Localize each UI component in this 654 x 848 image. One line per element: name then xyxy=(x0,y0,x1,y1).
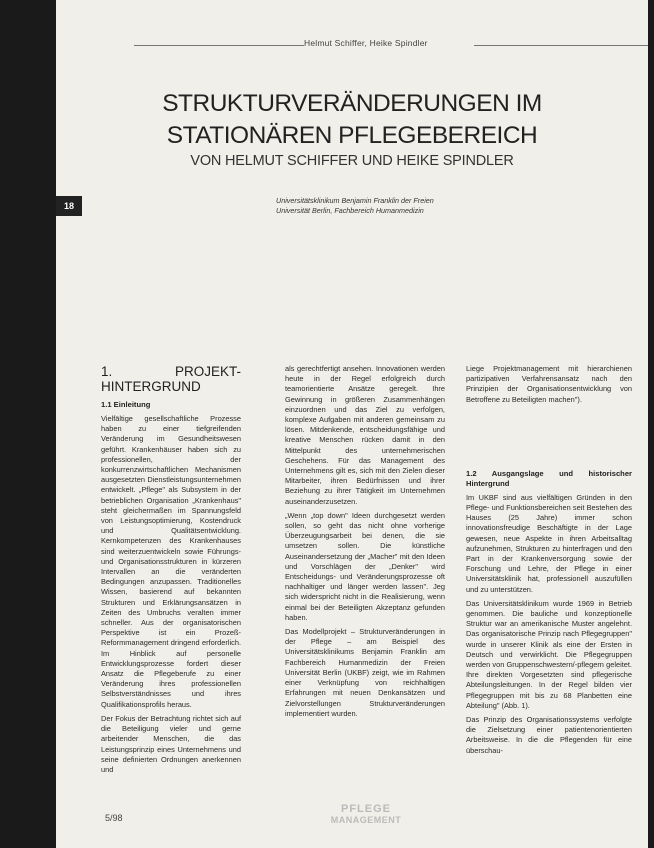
article-title-line2: STATIONÄREN PFLEGEBEREICH xyxy=(166,122,538,149)
magazine-page xyxy=(56,0,648,848)
paragraph: Der Fokus der Betrachtung richtet sich auf die Beteiligung vieler und gerne arbeitender Menschen, die das Leistungsprinzip eines Unternehmens und seine definierten Ordnungen anerkennen und xyxy=(101,713,241,774)
running-head: Helmut Schiffer, Heike Spindler xyxy=(304,38,428,48)
paragraph: Vielfältige gesellschaftliche Prozesse haben zu einer tiefgreifenden Veränderung im Gesundheitswesen geführt. Krankenhäuser haben sich zu professionellen, der konkurrenzwirtschaftlichen Mechanismen ausgesetzten Dienstleistungsunternehmen entwickelt. „Pflege" als Subsystem in der betrieblichen Organisation „Krankenhaus" steht gleichermaßen im Spannungsfeld von Leistungsoptimierung, Kostendruck und Qualitätsentwicklung. Kernkompetenzen des Krankenhauses sind weiterzuentwickeln sowie Führungs- und Organisationsstrukturen in kürzeren Intervallen an die veränderten Bedingungen anzupassen. Traditionelles Wissen, basierend auf bekannten Strukturen und Erklärungsansätzen in Zeiten des Umbruchs veralten immer schneller. Aus der organisatorischen Perspektive ist ein Prozeß-Reformmanagement dringend erforderlich. Im Hinblick auf personelle Entwicklungsprozesse fordert dieser Ansatz die Pflegeberufe zu einer Veränderung ihres professionellen Selbstverständnisses und ihres Qualifikationsprofils heraus. xyxy=(101,414,241,709)
column-2 xyxy=(285,364,445,723)
magazine-logo xyxy=(311,804,421,826)
paragraph: Das Prinzip des Organisationssystems verfolgte die Zielsetzung einer patientenorientierten Arbeitsweise. In die die Pflegenden für eine überschau- xyxy=(466,715,632,755)
paragraph: Liege Projektmanagement mit hierarchienen partizipativen Verfahrensansatz nach den Prinzipien der Organisationsentwicklung von Betroffene zu Beteiligten machen"). xyxy=(466,364,632,404)
subsection-heading: 1.2 Ausgangslage und historischer Hintergrund xyxy=(466,468,632,488)
column-1 xyxy=(101,364,241,779)
column-3 xyxy=(466,364,632,760)
article-byline: VON HELMUT SCHIFFER UND HEIKE SPINDLER xyxy=(190,153,514,169)
header-rule-right xyxy=(474,45,648,46)
paragraph: als gerechtfertigt ansehen. Innovationen werden heute in der Regel erfolgreich durch teamorientierte Ansätze geregelt. Ihre Gewinnung in größeren Zusammenhängen einzuordnen und das Ziel zu verfolgen, komplexe Aufgaben mit anderen gemeinsam zu lösen. Mitdenkende, entscheidungsfähige und kreative Menschen rücken damit in den Mittelpunkt des unternehmerischen Geschehens. Für das Management des Unternehmens gilt es, sich mit den Zielen dieser Mitarbeiter, ihren Bedürfnissen und ihrer Beziehung zu ihrer Tätigkeit im Unternehmen auseinanderzusetzen. xyxy=(285,364,445,506)
logo-line-2: MANAGEMENT xyxy=(330,815,402,825)
paragraph: Das Modellprojekt – Strukturveränderungen in der Pflege – am Beispiel des Universitätsklinikums Benjamin Franklin am Fachbereich Humanmedizin der Freien Universität Berlin (UKBF) zeigt, wie im Rahmen einer Verknüpfung von reichhaltigen Erfahrungen mit neuen Denkansätzen und Zielvorstellungen Strukturveränderungen implementiert wurden. xyxy=(285,627,445,718)
article-title-line1: STRUKTURVERÄNDERUNGEN IM xyxy=(162,90,542,117)
issue-number: 5/98 xyxy=(105,813,123,823)
section-heading: 1. PROJEKT-HINTERGRUND xyxy=(101,364,241,394)
subsection-heading: 1.1 Einleitung xyxy=(101,400,151,409)
paragraph: Im UKBF sind aus vielfältigen Gründen in den Pflege- und Funktionsbereichen seit Bestehen des Hauses (25 Jahre) immer schon innovationsfreudige Beschäftigte in der Lage gewesen, neue Aspekte in ihren Arbeitsalltag aufzunehmen, Strukturen zu hinterfragen und den Part in der Krankenversorgung sowie der Forschung und Lehre, der Pflege in einer Universitätsklinik hat, professionell auszufüllen und zu unterstützen. xyxy=(466,492,632,594)
paragraph: Das Universitätsklinikum wurde 1969 in Betrieb genommen. Die bauliche und konzeptionelle Struktur war an amerikanische Muster angelehnt. Das organisatorische Prinzip nach Pflegegruppen" wurde in unserer Klinik als eine der Ersten in Deutsch und verwirklicht. Die Pflegegruppen werden von Gruppenschwestern/-pflegern geleitet. Ihre direkten Vorgesetzten sind pflegerische Abteilungsleitungen. In der Regel bilden vier Pflegegruppen mit bis zu 68 Planbetten eine Abteilung" (Abb. 1). xyxy=(466,598,632,710)
page-number-tab: 18 xyxy=(56,196,82,216)
header-rule-left xyxy=(134,45,304,46)
logo-line-1: PFLEGE xyxy=(340,803,391,815)
paragraph: „Wenn „top down" Ideen durchgesetzt werden sollen, so geht das nicht ohne vorherige Überzeugungsarbeit bei denen, die sie umsetzen sollen. Die künstliche Auseinandersetzung der „Macher" mit den Ideen und Vorschlägen der „Denker" wird Entscheidungs- und Veränderungsprozesse oft nachhaltiger und länger werden lassen". Jeg sich widerspricht nicht in die Realisierung, wenn einmal bei der Beteiligten Akzeptanz gefunden haben. xyxy=(285,510,445,622)
author-affiliation: Universitätsklinikum Benjamin Franklin der Freien Universität Berlin, Fachbereich Humanmedizin xyxy=(276,196,434,215)
